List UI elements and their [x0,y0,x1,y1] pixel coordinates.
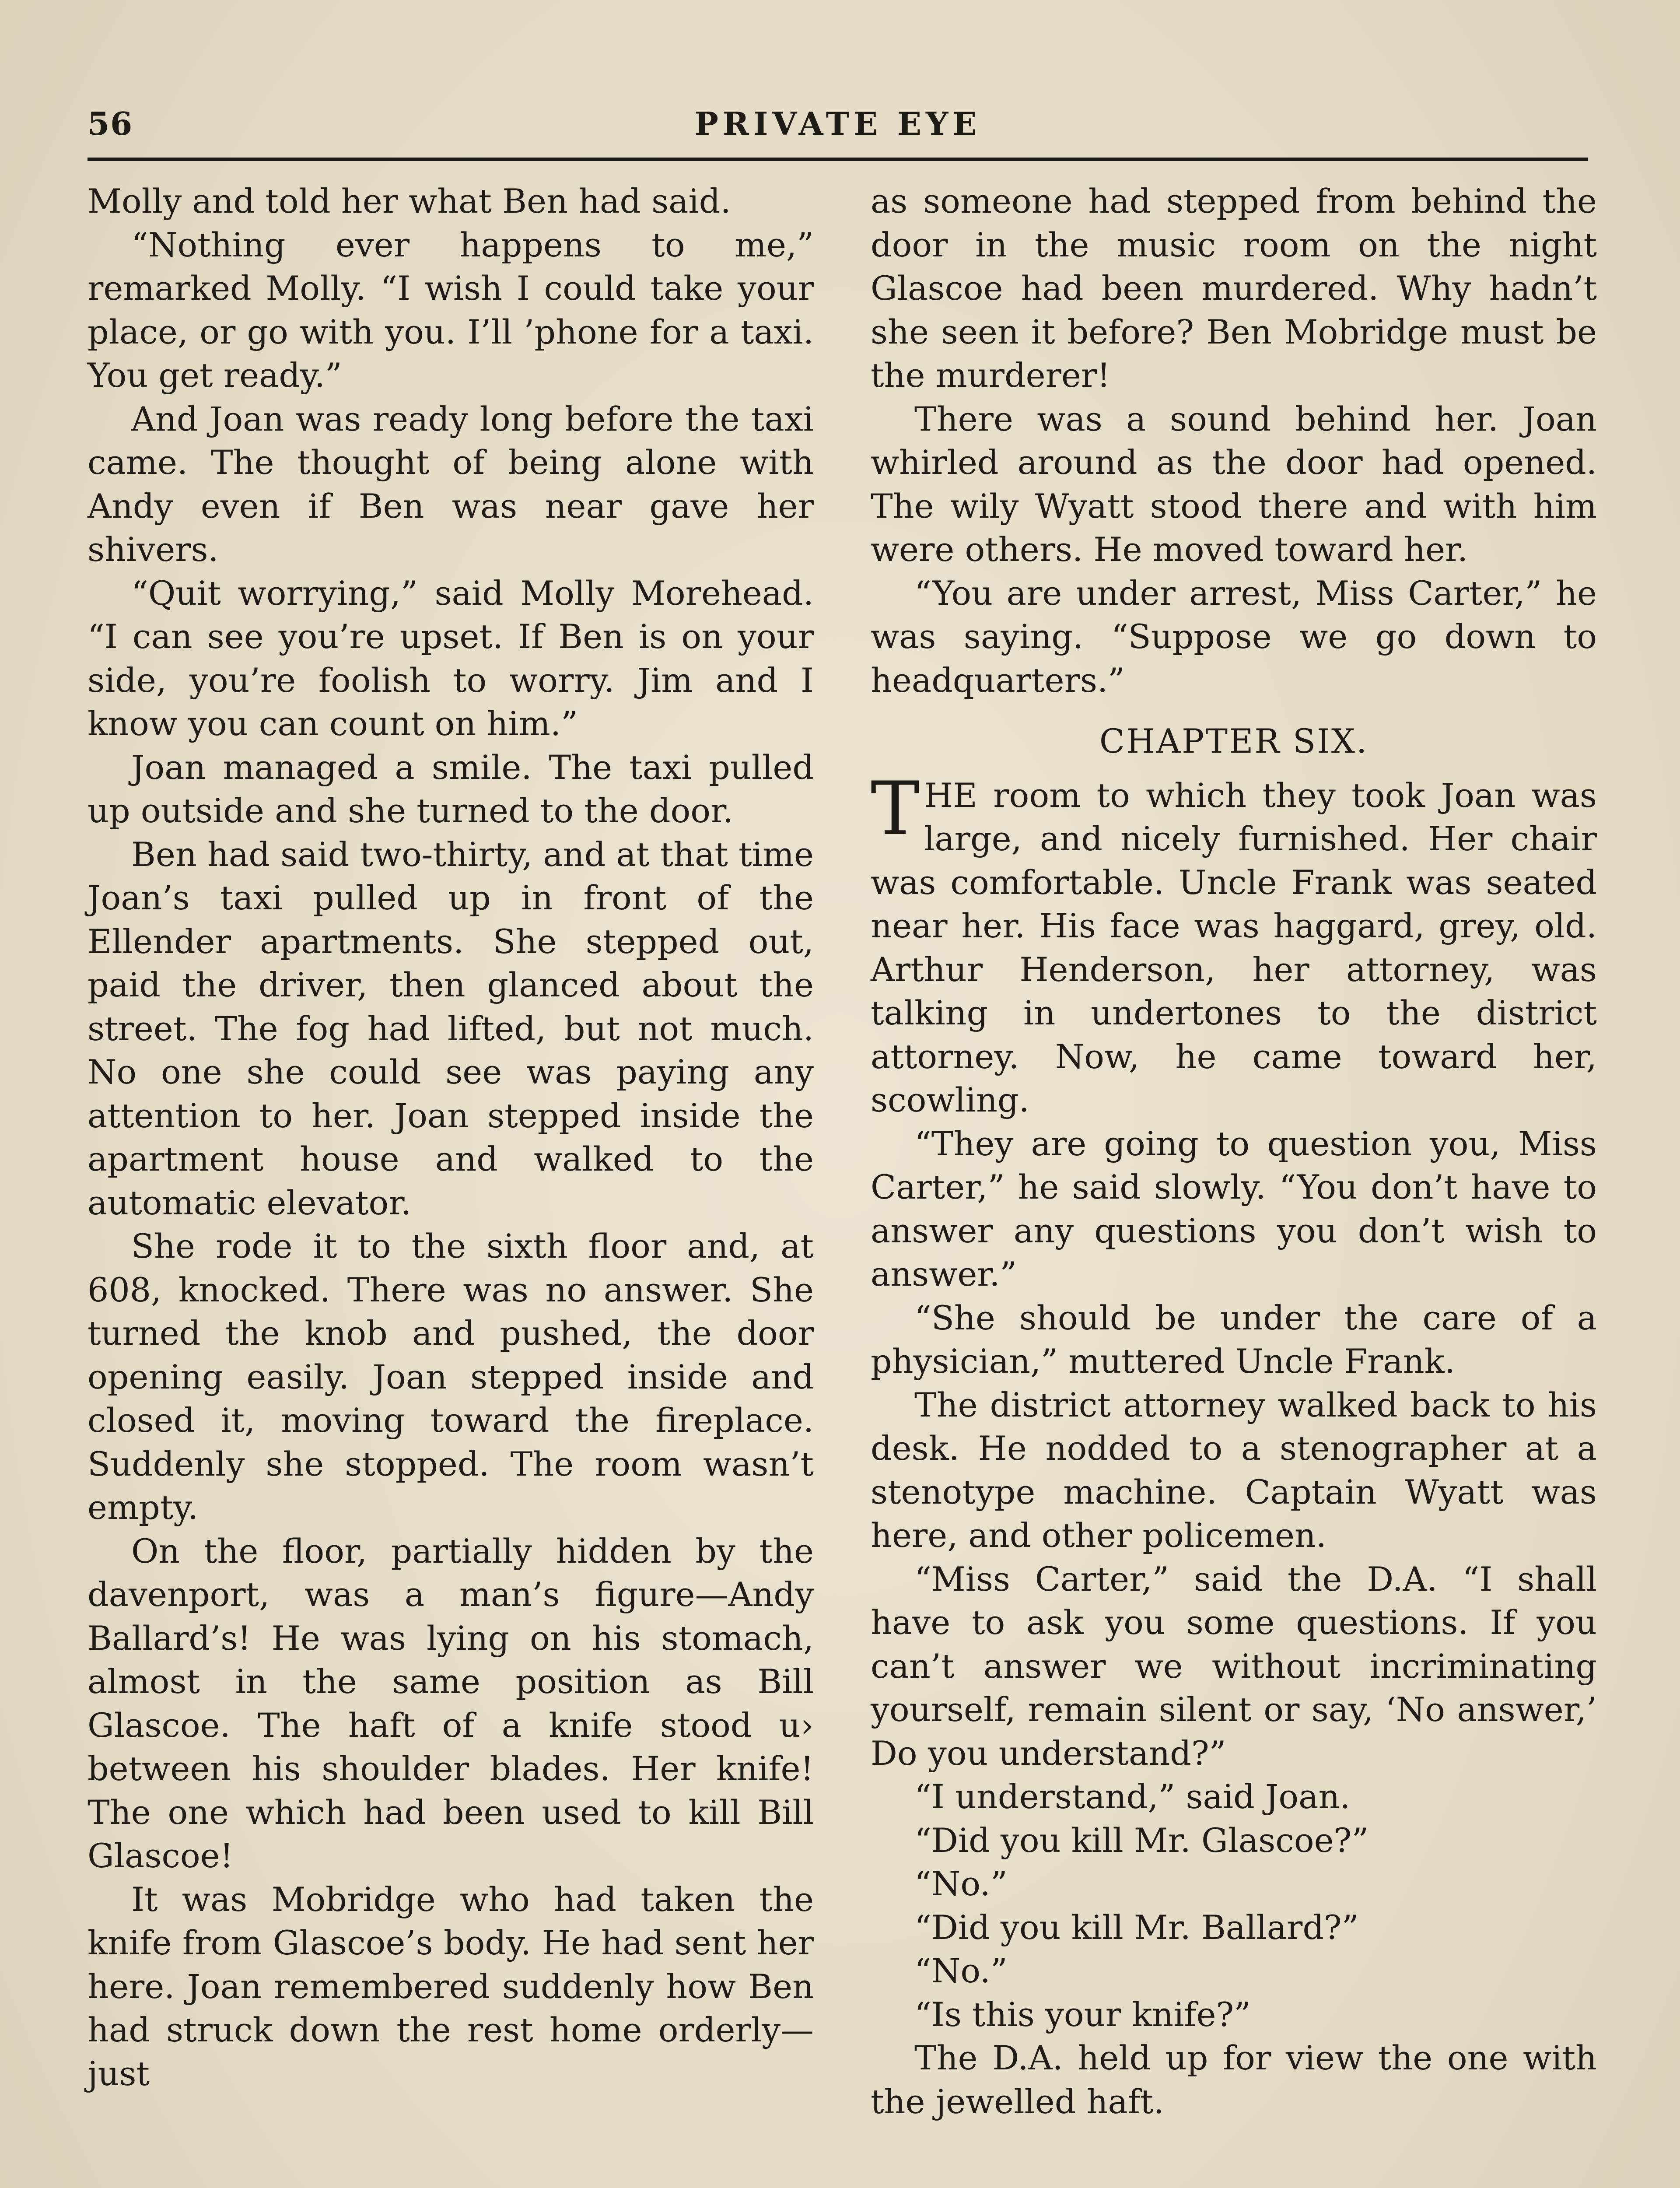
right-column [871,179,1597,2123]
paragraph: The district attorney walked back to his desk. He nodded to a stenographer at a stenotype machine. Captain Wyatt was here, and other policemen. [871,1385,1597,1555]
paragraph: The D.A. held up for view the one with the jewelled haft. [871,2038,1597,2121]
paragraph: “Is this your knife?” [914,1995,1251,2034]
header-rule [88,158,1588,161]
paragraph: “She should be under the care of a physician,” muttered Uncle Frank. [871,1298,1597,1381]
paragraph: Molly and told her what Ben had said. [88,182,731,221]
drop-cap: T [871,765,920,852]
paragraph: “Nothing ever happens to me,” remarked Molly. “I wish I could take your place, or go with you. I’ll ’phone for a taxi. You get ready.” [88,225,814,395]
small-caps-lead: HE [924,775,977,815]
paragraph: “Did you kill Mr. Glascoe?” [914,1820,1369,1860]
paragraph: “You are under arrest, Miss Carter,” he was saying. “Suppose we go down to headquarters.” [871,573,1597,700]
running-title: PRIVATE EYE [694,105,981,142]
paragraph: On the floor, partially hidden by the davenport, was a man’s figure—Andy Ballard’s! He was lying on his stomach, almost in the same position as Bill Glascoe. The haft of a knife stood u› between his shoulder blades. Her knife! The one which had been used to kill Bill Glascoe! [88,1531,814,1875]
paragraph: “They are going to question you, Miss Carter,” he said slowly. “You don’t have to answer any questions you don’t wish to answer.” [871,1124,1597,1294]
paragraph-text: room to which they took Joan was large, and nicely furnished. Her chair was comfortable. Uncle Frank was seated near her. His face was haggard, grey, old. Arthur Henderson, her attorney, was talking in undertones to the district attorney. Now, he came toward her, scowling. [871,775,1597,1119]
paragraph: And Joan was ready long before the taxi came. The thought of being alone with Andy even if Ben was near gave her shivers. [88,399,814,569]
paragraph: There was a sound behind her. Joan whirled around as the door had opened. The wily Wyatt stood there and with him were others. He moved toward her. [871,399,1597,569]
paragraph: Joan managed a smile. The taxi pulled up outside and she turned to the door. [88,747,814,830]
paragraph: “Miss Carter,” said the D.A. “I shall have to ask you some questions. If you can’t answer we without incriminating yourself, remain silent or say, ‘No answer,’ Do you understand?” [871,1559,1597,1773]
paragraph: It was Mobridge who had taken the knife from Glascoe’s body. He had sent her here. Joan remembered suddenly how Ben had struck down the rest home orderly—just [88,1879,814,2093]
paragraph: “No.” [914,1951,1008,1990]
chapter-opening-paragraph [871,765,1597,1122]
chapter-heading: CHAPTER SIX. [1099,722,1368,761]
paragraph: as someone had stepped from behind the door in the music room on the night Glascoe had been murdered. Why hadn’t she seen it before? Ben Mobridge must be the murderer! [871,182,1597,395]
paragraph: “No.” [914,1864,1008,1903]
paragraph: “Did you kill Mr. Ballard?” [914,1907,1359,1947]
left-column [88,179,814,2095]
paragraph: She rode it to the sixth floor and, at 608, knocked. There was no answer. She turned the knob and pushed, the door opening easily. Joan stepped inside and closed it, moving toward the fireplace. Suddenly she stopped. The room wasn’t empty. [88,1227,814,1527]
paragraph: Ben had said two-thirty, and at that time Joan’s taxi pulled up in front of the Ellender apartments. She stepped out, paid the driver, then glanced about the street. The fog had lifted, but not much. No one she could see was paying any attention to her. Joan stepped inside the apartment house and walked to the automatic elevator. [88,835,814,1222]
paragraph: “I understand,” said Joan. [914,1777,1351,1816]
page-number: 56 [88,105,133,142]
page-header [88,105,1588,153]
paragraph: “Quit worrying,” said Molly Morehead. “I can see you’re upset. If Ben is on your side, you’re foolish to worry. Jim and I know you can count on him.” [88,573,814,743]
